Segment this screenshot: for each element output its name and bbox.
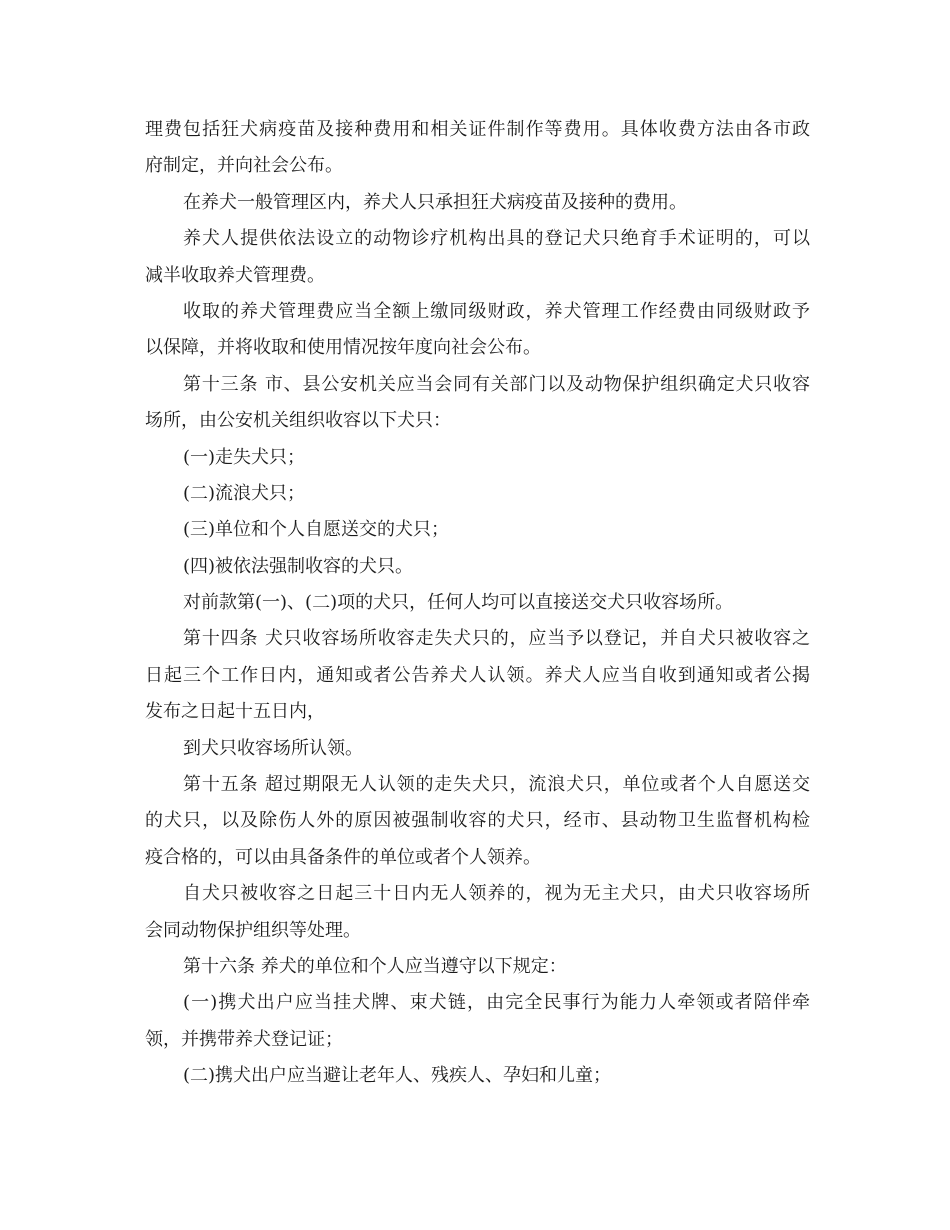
- text-line: 的犬只，以及除伤人外的原因被强制收容的犬只，经市、县动物卫生监督机构检: [145, 810, 810, 832]
- text-line: (二)携犬出户应当避让老年人、残疾人、孕妇和儿童；: [183, 1065, 612, 1087]
- text-line: 疫合格的，可以由具备条件的单位或者个人领养。: [145, 846, 541, 868]
- text-line: 对前款第(一)、(二)项的犬只，任何人均可以直接送交犬只收容场所。: [183, 592, 734, 614]
- text-line: 第十三条 市、县公安机关应当会同有关部门以及动物保护组织确定犬只收容: [183, 373, 810, 395]
- text-line: 养犬人提供依法设立的动物诊疗机构出具的登记犬只绝育手术证明的，可以: [183, 228, 810, 250]
- document-body: [145, 112, 810, 1095]
- text-line: 会同动物保护组织等处理。: [145, 919, 361, 941]
- text-line: (一)走失犬只；: [183, 446, 306, 468]
- text-line: (三)单位和个人自愿送交的犬只；: [183, 519, 450, 541]
- text-line: 到犬只收容场所认领。: [183, 737, 363, 759]
- text-line: 第十四条 犬只收容场所收容走失犬只的，应当予以登记，并自犬只被收容之: [183, 628, 810, 650]
- text-line: 理费包括狂犬病疫苗及接种费用和相关证件制作等费用。具体收费方法由各市政: [145, 119, 810, 140]
- text-line: 场所，由公安机关组织收容以下犬只：: [145, 410, 451, 432]
- text-line: (二)流浪犬只；: [183, 482, 306, 504]
- text-line: 领，并携带养犬登记证；: [145, 1028, 343, 1050]
- text-line: 发布之日起十五日内，: [145, 701, 325, 723]
- text-line: 第十六条 养犬的单位和个人应当遵守以下规定：: [183, 955, 567, 977]
- text-line: 日起三个工作日内，通知或者公告养犬人认领。养犬人应当自收到通知或者公揭: [145, 664, 810, 686]
- text-line: 以保障，并将收取和使用情况按年度向社会公布。: [145, 337, 541, 359]
- text-line: (一)携犬出户应当挂犬牌、束犬链，由完全民事行为能力人牵领或者陪伴牵: [183, 992, 810, 1014]
- text-line: 减半收取养犬管理费。: [145, 264, 325, 286]
- text-line: 自犬只被收容之日起三十日内无人领养的，视为无主犬只，由犬只收容场所: [183, 883, 810, 905]
- text-line: 在养犬一般管理区内，养犬人只承担狂犬病疫苗及接种的费用。: [183, 191, 687, 213]
- text-line: 府制定，并向社会公布。: [145, 155, 343, 177]
- text-line: 第十五条 超过期限无人认领的走失犬只，流浪犬只，单位或者个人自愿送交: [183, 774, 810, 796]
- text-line: 收取的养犬管理费应当全额上缴同级财政，养犬管理工作经费由同级财政予: [183, 300, 810, 322]
- text-line: (四)被依法强制收容的犬只。: [183, 555, 414, 577]
